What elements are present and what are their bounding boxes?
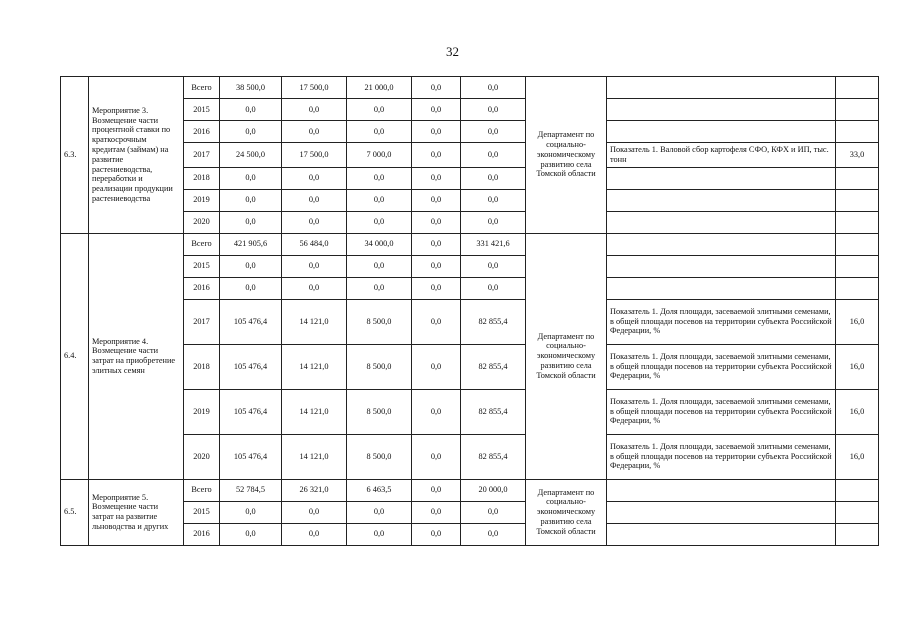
federal-cell: 0,0 <box>282 121 347 143</box>
federal-cell: 17 500,0 <box>282 143 347 168</box>
indicator-value <box>836 255 879 277</box>
table-row <box>61 479 879 501</box>
total-cell: 0,0 <box>220 189 282 211</box>
year-cell: 2016 <box>184 277 220 299</box>
year-cell: Всего <box>184 233 220 255</box>
total-cell: 421 905,6 <box>220 233 282 255</box>
indicator-value: 16,0 <box>836 299 879 344</box>
table-row <box>61 344 879 389</box>
table-row <box>61 299 879 344</box>
total-cell: 0,0 <box>220 523 282 545</box>
indicator-name: Показатель 1. Валовой сбор картофеля СФО, КФХ и ИП, тыс. тонн <box>607 143 836 168</box>
indicator-name <box>607 255 836 277</box>
local-cell: 0,0 <box>412 167 461 189</box>
local-cell: 0,0 <box>412 255 461 277</box>
local-cell: 0,0 <box>412 299 461 344</box>
table-row <box>61 211 879 233</box>
indicator-name <box>607 233 836 255</box>
federal-cell: 56 484,0 <box>282 233 347 255</box>
regional-cell: 0,0 <box>347 211 412 233</box>
table-row <box>61 77 879 99</box>
regional-cell: 0,0 <box>347 121 412 143</box>
table-row <box>61 99 879 121</box>
regional-cell: 0,0 <box>347 167 412 189</box>
table-row <box>61 389 879 434</box>
extrabudget-cell: 0,0 <box>461 277 526 299</box>
federal-cell: 26 321,0 <box>282 479 347 501</box>
table-row <box>61 255 879 277</box>
indicator-name <box>607 121 836 143</box>
indicator-value: 16,0 <box>836 434 879 479</box>
federal-cell: 0,0 <box>282 255 347 277</box>
table-row <box>61 233 879 255</box>
local-cell: 0,0 <box>412 77 461 99</box>
indicator-name: Показатель 1. Доля площади, засеваемой элитными семенами, в общей площади посевов на территории субъекта Российской Федерации, % <box>607 434 836 479</box>
extrabudget-cell: 0,0 <box>461 167 526 189</box>
item-number: 6.4. <box>61 233 89 479</box>
federal-cell: 0,0 <box>282 99 347 121</box>
regional-cell: 0,0 <box>347 99 412 121</box>
local-cell: 0,0 <box>412 143 461 168</box>
regional-cell: 6 463,5 <box>347 479 412 501</box>
local-cell: 0,0 <box>412 211 461 233</box>
regional-cell: 0,0 <box>347 189 412 211</box>
year-cell: 2019 <box>184 389 220 434</box>
indicator-name: Показатель 1. Доля площади, засеваемой элитными семенами, в общей площади посевов на территории субъекта Российской Федерации, % <box>607 299 836 344</box>
indicator-name <box>607 99 836 121</box>
indicator-value <box>836 501 879 523</box>
indicator-value: 33,0 <box>836 143 879 168</box>
year-cell: 2015 <box>184 501 220 523</box>
table-row <box>61 189 879 211</box>
indicator-value <box>836 99 879 121</box>
indicator-value <box>836 523 879 545</box>
table-row <box>61 143 879 168</box>
federal-cell: 14 121,0 <box>282 389 347 434</box>
extrabudget-cell: 82 855,4 <box>461 389 526 434</box>
local-cell: 0,0 <box>412 434 461 479</box>
federal-cell: 14 121,0 <box>282 299 347 344</box>
measure-name: Мероприятие 3. Возмещение части процентной ставки по краткосрочным кредитам (займам) на развитие растениеводства, переработки и реализации продукции растениеводства <box>89 77 184 234</box>
regional-cell: 8 500,0 <box>347 299 412 344</box>
measure-name: Мероприятие 5. Возмещение части затрат на развитие льноводства и других <box>89 479 184 545</box>
federal-cell: 14 121,0 <box>282 344 347 389</box>
local-cell: 0,0 <box>412 277 461 299</box>
total-cell: 38 500,0 <box>220 77 282 99</box>
total-cell: 105 476,4 <box>220 389 282 434</box>
indicator-name <box>607 189 836 211</box>
extrabudget-cell: 0,0 <box>461 77 526 99</box>
local-cell: 0,0 <box>412 121 461 143</box>
federal-cell: 0,0 <box>282 501 347 523</box>
extrabudget-cell: 0,0 <box>461 143 526 168</box>
year-cell: 2015 <box>184 99 220 121</box>
table-row <box>61 434 879 479</box>
indicator-value: 16,0 <box>836 389 879 434</box>
total-cell: 0,0 <box>220 255 282 277</box>
total-cell: 0,0 <box>220 277 282 299</box>
indicator-value <box>836 233 879 255</box>
year-cell: 2016 <box>184 523 220 545</box>
indicator-name <box>607 77 836 99</box>
extrabudget-cell: 20 000,0 <box>461 479 526 501</box>
regional-cell: 8 500,0 <box>347 344 412 389</box>
local-cell: 0,0 <box>412 233 461 255</box>
year-cell: 2019 <box>184 189 220 211</box>
indicator-name <box>607 501 836 523</box>
extrabudget-cell: 0,0 <box>461 189 526 211</box>
regional-cell: 21 000,0 <box>347 77 412 99</box>
item-number: 6.5. <box>61 479 89 545</box>
extrabudget-cell: 0,0 <box>461 255 526 277</box>
federal-cell: 0,0 <box>282 167 347 189</box>
indicator-name: Показатель 1. Доля площади, засеваемой элитными семенами, в общей площади посевов на территории субъекта Российской Федерации, % <box>607 344 836 389</box>
measure-name: Мероприятие 4. Возмещение части затрат на приобретение элитных семян <box>89 233 184 479</box>
total-cell: 0,0 <box>220 99 282 121</box>
total-cell: 105 476,4 <box>220 299 282 344</box>
total-cell: 0,0 <box>220 501 282 523</box>
total-cell: 0,0 <box>220 121 282 143</box>
federal-cell: 14 121,0 <box>282 434 347 479</box>
table-row <box>61 167 879 189</box>
year-cell: 2017 <box>184 299 220 344</box>
extrabudget-cell: 82 855,4 <box>461 434 526 479</box>
regional-cell: 8 500,0 <box>347 389 412 434</box>
federal-cell: 0,0 <box>282 523 347 545</box>
table-row <box>61 121 879 143</box>
extrabudget-cell: 0,0 <box>461 121 526 143</box>
extrabudget-cell: 0,0 <box>461 211 526 233</box>
total-cell: 24 500,0 <box>220 143 282 168</box>
responsible-department: Департамент по социально-экономическому развитию села Томской области <box>526 479 607 545</box>
indicator-name <box>607 211 836 233</box>
local-cell: 0,0 <box>412 479 461 501</box>
page-number: 32 <box>446 44 459 59</box>
regional-cell: 0,0 <box>347 255 412 277</box>
extrabudget-cell: 0,0 <box>461 99 526 121</box>
total-cell: 105 476,4 <box>220 344 282 389</box>
indicator-value <box>836 479 879 501</box>
indicator-name <box>607 479 836 501</box>
indicator-value <box>836 277 879 299</box>
federal-cell: 0,0 <box>282 189 347 211</box>
year-cell: 2016 <box>184 121 220 143</box>
indicator-name: Показатель 1. Доля площади, засеваемой элитными семенами, в общей площади посевов на территории субъекта Российской Федерации, % <box>607 389 836 434</box>
table-row <box>61 523 879 545</box>
extrabudget-cell: 82 855,4 <box>461 299 526 344</box>
responsible-department: Департамент по социально-экономическому развитию села Томской области <box>526 77 607 234</box>
program-table <box>60 76 879 546</box>
regional-cell: 8 500,0 <box>347 434 412 479</box>
federal-cell: 0,0 <box>282 211 347 233</box>
indicator-value <box>836 121 879 143</box>
extrabudget-cell: 0,0 <box>461 523 526 545</box>
total-cell: 52 784,5 <box>220 479 282 501</box>
extrabudget-cell: 0,0 <box>461 501 526 523</box>
year-cell: 2018 <box>184 344 220 389</box>
total-cell: 0,0 <box>220 211 282 233</box>
regional-cell: 7 000,0 <box>347 143 412 168</box>
indicator-value: 16,0 <box>836 344 879 389</box>
indicator-name <box>607 167 836 189</box>
year-cell: 2020 <box>184 434 220 479</box>
regional-cell: 0,0 <box>347 501 412 523</box>
regional-cell: 0,0 <box>347 277 412 299</box>
federal-cell: 0,0 <box>282 277 347 299</box>
responsible-department: Департамент по социально-экономическому развитию села Томской области <box>526 233 607 479</box>
table-row <box>61 277 879 299</box>
local-cell: 0,0 <box>412 99 461 121</box>
local-cell: 0,0 <box>412 523 461 545</box>
indicator-value <box>836 77 879 99</box>
indicator-value <box>836 189 879 211</box>
table-row <box>61 501 879 523</box>
year-cell: Всего <box>184 479 220 501</box>
local-cell: 0,0 <box>412 189 461 211</box>
indicator-name <box>607 277 836 299</box>
year-cell: 2015 <box>184 255 220 277</box>
table-body <box>61 77 879 546</box>
regional-cell: 34 000,0 <box>347 233 412 255</box>
item-number: 6.3. <box>61 77 89 234</box>
year-cell: 2020 <box>184 211 220 233</box>
year-cell: 2018 <box>184 167 220 189</box>
indicator-value <box>836 167 879 189</box>
total-cell: 105 476,4 <box>220 434 282 479</box>
local-cell: 0,0 <box>412 501 461 523</box>
federal-cell: 17 500,0 <box>282 77 347 99</box>
indicator-value <box>836 211 879 233</box>
extrabudget-cell: 331 421,6 <box>461 233 526 255</box>
year-cell: 2017 <box>184 143 220 168</box>
indicator-name <box>607 523 836 545</box>
total-cell: 0,0 <box>220 167 282 189</box>
regional-cell: 0,0 <box>347 523 412 545</box>
extrabudget-cell: 82 855,4 <box>461 344 526 389</box>
local-cell: 0,0 <box>412 344 461 389</box>
local-cell: 0,0 <box>412 389 461 434</box>
year-cell: Всего <box>184 77 220 99</box>
